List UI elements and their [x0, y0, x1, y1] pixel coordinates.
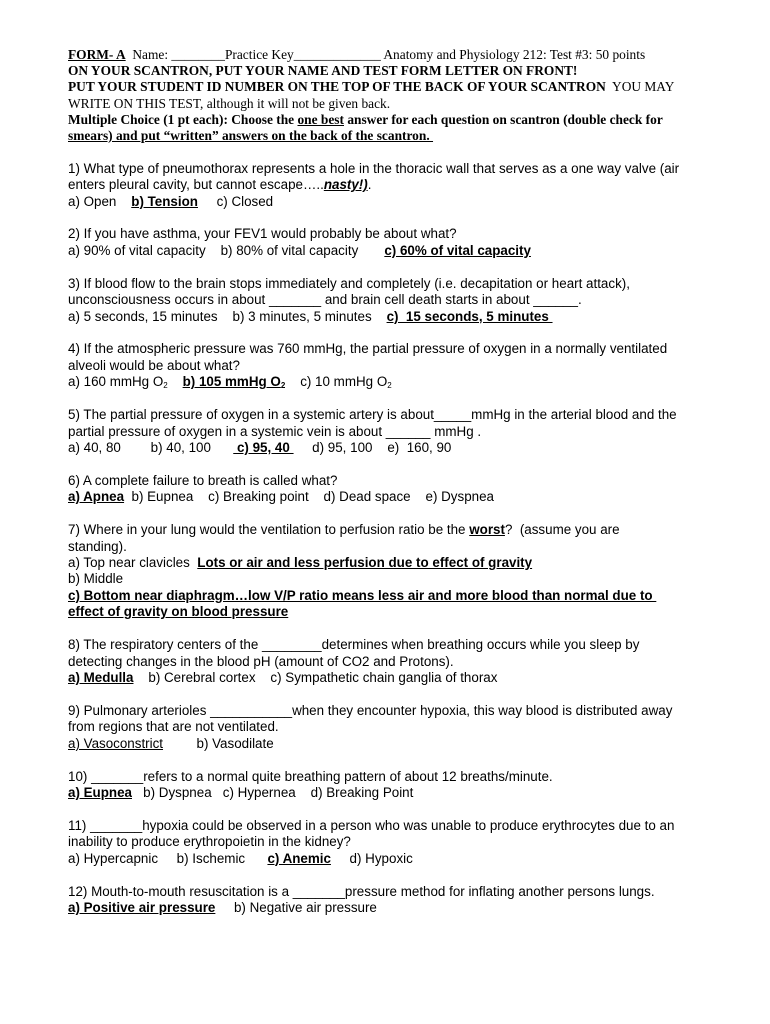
emphasis: worst: [469, 522, 505, 538]
question-text: alveoli would be about what?: [68, 357, 240, 373]
text-part: ? (assume you are: [504, 522, 620, 538]
other-options: b) Eupnea c) Breaking point d) Dead space e) Dyspnea: [124, 489, 494, 505]
option-b: b) Vasodilate: [163, 735, 274, 751]
answer-options: [68, 900, 718, 916]
question-text: detecting changes in the blood pH (amount of CO2 and Protons).: [68, 653, 454, 669]
answer-options: [68, 736, 718, 752]
question-text: 12) Mouth-to-mouth resuscitation is a _______pressure method for inflating another persons lungs.: [68, 883, 655, 899]
options-a-b: a) 5 seconds, 15 minutes b) 3 minutes, 5 minutes: [68, 308, 387, 324]
form-letter: FORM- A: [68, 47, 126, 62]
question-text: 11) _______hypoxia could be observed in a person who was unable to produce erythrocytes due to an: [68, 817, 675, 833]
subscript: 2: [163, 381, 168, 391]
answer-options: [68, 489, 718, 505]
option-a: [68, 555, 718, 571]
option-a-text: a) Top near clavicles: [68, 555, 198, 571]
question-text: from regions that are not ventilated.: [68, 719, 279, 735]
question-12: [68, 884, 718, 917]
header-line-6: smears) and put “written” answers on the back of the scantron.: [68, 128, 434, 144]
option-a: a) Open: [68, 193, 132, 209]
test-page: [68, 47, 718, 916]
answer-options: [68, 194, 718, 210]
may-write-text: YOU MAY: [605, 79, 675, 95]
question-8: [68, 637, 718, 686]
header-line-5: [68, 112, 718, 128]
subscript: 2: [280, 381, 286, 391]
answer-note: Lots or air and less perfusion due to effect of gravity: [197, 555, 533, 571]
question-text: standing).: [68, 538, 127, 554]
question-text: 2) If you have asthma, your FEV1 would probably be about what?: [68, 226, 457, 242]
correct-answer: a) Vasoconstrict: [68, 735, 164, 751]
option-b: b) Middle: [68, 571, 124, 587]
question-2: [68, 226, 718, 259]
header-line-1: [68, 47, 718, 63]
question-text: partial pressure of oxygen in a systemic vein is about ______ mmHg .: [68, 423, 482, 439]
mc-instruction-a: Multiple Choice (1 pt each): Choose the: [68, 111, 298, 127]
emphasis: nasty!): [323, 177, 368, 193]
question-text: 8) The respiratory centers of the ________determines when breathing occurs while you sleep by: [68, 637, 640, 653]
header-line-2: ON YOUR SCANTRON, PUT YOUR NAME AND TEST FORM LETTER ON FRONT!: [68, 63, 578, 79]
question-text: unconsciousness occurs in about _______ and brain cell death starts in about ______.: [68, 292, 582, 308]
correct-answer: b) Tension: [131, 193, 198, 209]
option-a: a) 160 mmHg O: [68, 374, 164, 390]
correct-answer: a) Medulla: [68, 669, 134, 685]
correct-answer: c) 60% of vital capacity: [384, 242, 531, 258]
question-text: 3) If blood flow to the brain stops immediately and completely (i.e. decapitation or heart attack),: [68, 275, 630, 291]
question-5: [68, 407, 718, 456]
text-part: enters pleural cavity, but cannot escape…..: [68, 177, 324, 193]
question-text: [68, 522, 718, 538]
answer-options: [68, 243, 718, 259]
test-header: [68, 47, 718, 144]
question-7: [68, 522, 718, 620]
question-text: inability to produce erythropoietin in the kidney?: [68, 834, 351, 850]
correct-answer: c) Bottom near diaphragm…low V/P ratio means less air and more blood than normal due to: [68, 587, 657, 603]
answer-options: [68, 785, 718, 801]
name-line: Name: ________Practice Key_____________ Anatomy and Physiology 212: Test #3: 50 points: [125, 47, 646, 62]
answer-options: [68, 670, 718, 686]
correct-answer-text: b) 105 mmHg O: [182, 374, 281, 390]
option-c: c) Closed: [197, 193, 274, 209]
correct-answer: a) Eupnea: [68, 785, 132, 800]
option-d: d) Hypoxic: [330, 850, 413, 866]
student-id-instruction: PUT YOUR STUDENT ID NUMBER ON THE TOP OF THE BACK OF YOUR SCANTRON: [68, 79, 606, 95]
question-text: 4) If the atmospheric pressure was 760 mmHg, the partial pressure of oxygen in a normally ventilated: [68, 341, 668, 357]
correct-answer: c) Anemic: [267, 850, 331, 866]
mc-instruction-b: answer for each question on scantron (double check for: [343, 111, 663, 127]
header-line-3: [68, 79, 718, 95]
question-6: [68, 473, 718, 506]
answer-options: [68, 440, 718, 456]
answer-options: [68, 851, 718, 867]
text-part: .: [367, 177, 372, 193]
other-options: b) Cerebral cortex c) Sympathetic chain ganglia of thorax: [133, 669, 498, 685]
correct-answer: a) Apnea: [68, 489, 125, 505]
other-options: b) Dyspnea c) Hypernea d) Breaking Point: [132, 785, 414, 800]
question-1: [68, 161, 718, 210]
correct-answer: a) Positive air pressure: [68, 900, 216, 916]
question-text: [68, 177, 718, 193]
option-b: b) Negative air pressure: [215, 900, 377, 916]
question-text: 10) _______refers to a normal quite breathing pattern of about 12 breaths/minute.: [68, 768, 553, 784]
question-4: [68, 341, 718, 390]
answer-options: [68, 309, 718, 325]
question-9: [68, 703, 718, 752]
question-text: 9) Pulmonary arterioles ___________when they encounter hypoxia, this way blood is distributed away: [68, 702, 673, 718]
option-c: c) 10 mmHg O: [300, 374, 388, 390]
options-a-b: a) 90% of vital capacity b) 80% of vital capacity: [68, 242, 385, 258]
correct-answer-continued: effect of gravity on blood pressure: [68, 604, 289, 620]
options-a-b: a) Hypercapnic b) Ischemic: [68, 850, 268, 866]
question-text: 5) The partial pressure of oxygen in a systemic artery is about_____mmHg in the arterial blood and the: [68, 407, 677, 423]
correct-answer: c) 95, 40: [233, 440, 294, 455]
header-line-4: WRITE ON THIS TEST, although it will not be given back.: [68, 95, 391, 111]
answer-options: [68, 374, 718, 390]
options-d-e: d) 95, 100 e) 160, 90: [293, 440, 452, 455]
subscript: 2: [387, 381, 392, 391]
question-text: 6) A complete failure to breath is called what?: [68, 472, 338, 488]
question-text: 1) What type of pneumothorax represents a hole in the thoracic wall that serves as a one way valve (air: [68, 160, 680, 176]
question-10: [68, 769, 718, 802]
correct-answer: [183, 374, 286, 389]
question-11: [68, 818, 718, 867]
text-part: 7) Where in your lung would the ventilation to perfusion ratio be the: [68, 522, 470, 538]
mc-instruction-emph: one best: [297, 111, 344, 127]
options-a-b: a) 40, 80 b) 40, 100: [68, 440, 234, 455]
correct-answer: c) 15 seconds, 5 minutes: [386, 308, 553, 324]
question-3: [68, 276, 718, 325]
